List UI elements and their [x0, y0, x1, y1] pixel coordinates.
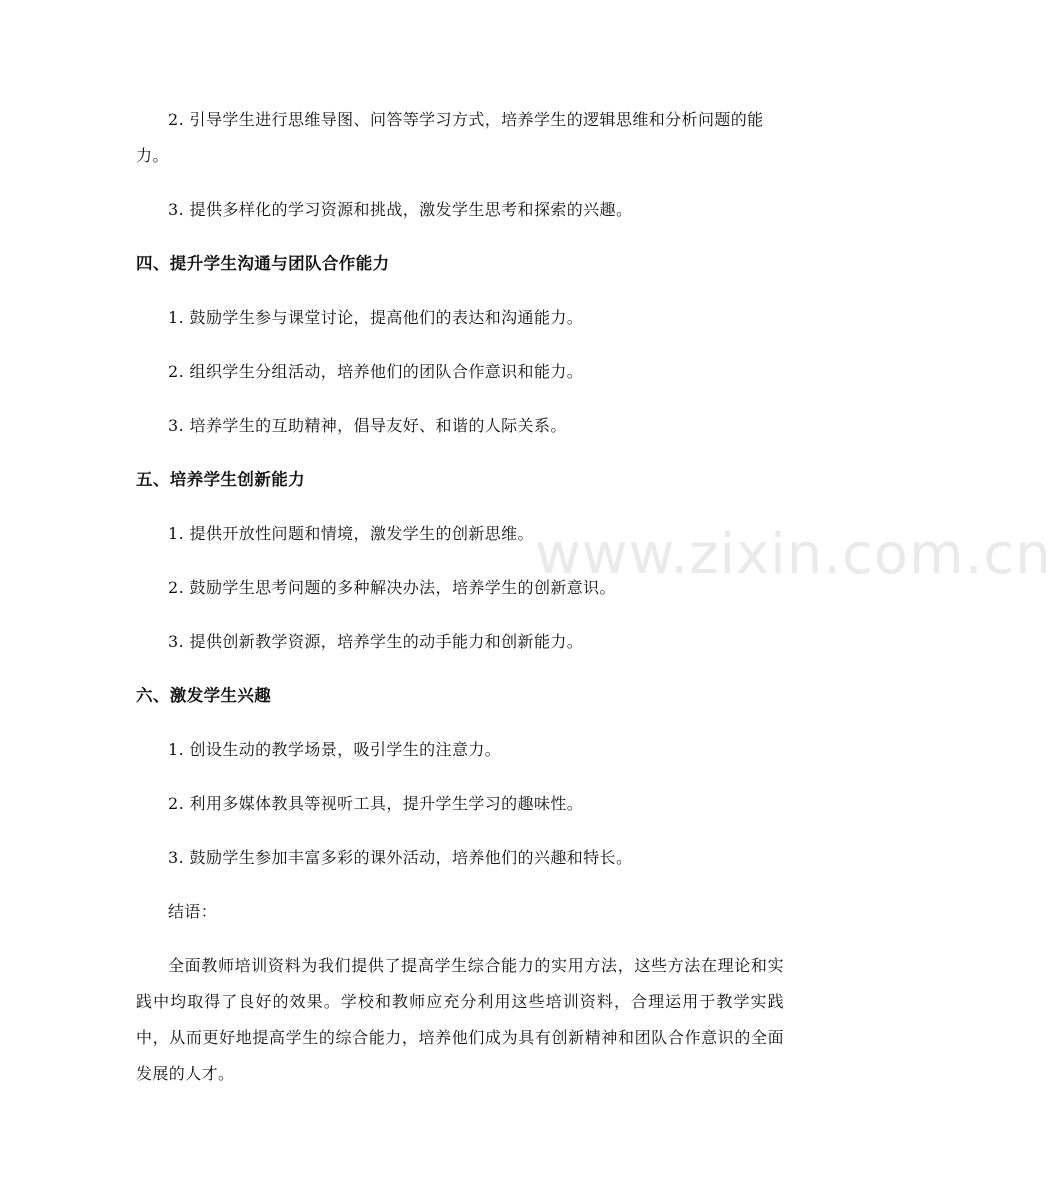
list-item: 3. 提供多样化的学习资源和挑战，激发学生思考和探索的兴趣。 — [168, 200, 633, 219]
section-heading: 六、激发学生兴趣 — [136, 686, 272, 705]
conclusion-label: 结语： — [168, 902, 218, 921]
section-heading: 四、提升学生沟通与团队合作能力 — [136, 254, 390, 273]
watermark: www.zixin.com.cn — [535, 522, 1052, 587]
list-item: 1. 提供开放性问题和情境，激发学生的创新思维。 — [168, 524, 534, 543]
list-item: 2. 利用多媒体教具等视听工具，提升学生学习的趣味性。 — [168, 794, 584, 813]
list-item: 3. 鼓励学生参加丰富多彩的课外活动，培养他们的兴趣和特长。 — [168, 848, 633, 867]
list-item: 2. 组织学生分组活动，培养他们的团队合作意识和能力。 — [168, 362, 584, 381]
list-item: 3. 培养学生的互助精神，倡导友好、和谐的人际关系。 — [168, 416, 567, 435]
section-heading: 五、培养学生创新能力 — [136, 470, 305, 489]
list-item: 3. 提供创新教学资源，培养学生的动手能力和创新能力。 — [168, 632, 584, 651]
list-item: 2. 鼓励学生思考问题的多种解决办法，培养学生的创新意识。 — [168, 578, 616, 597]
list-item: 1. 鼓励学生参与课堂讨论，提高他们的表达和沟通能力。 — [168, 308, 584, 327]
list-item: 2. 引导学生进行思维导图、问答等学习方式，培养学生的逻辑思维和分析问题的能力。 — [136, 110, 764, 165]
document-body — [136, 102, 784, 1110]
conclusion-paragraph: 全面教师培训资料为我们提供了提高学生综合能力的实用方法，这些方法在理论和实践中均取得了良好的效果。学校和教师应充分利用这些培训资料，合理运用于教学实践中，从而更好地提高学生的综合能力，培养他们成为具有创新精神和团队合作意识的全面发展的人才。 — [136, 956, 784, 1083]
list-item: 1. 创设生动的教学场景，吸引学生的注意力。 — [168, 740, 502, 759]
